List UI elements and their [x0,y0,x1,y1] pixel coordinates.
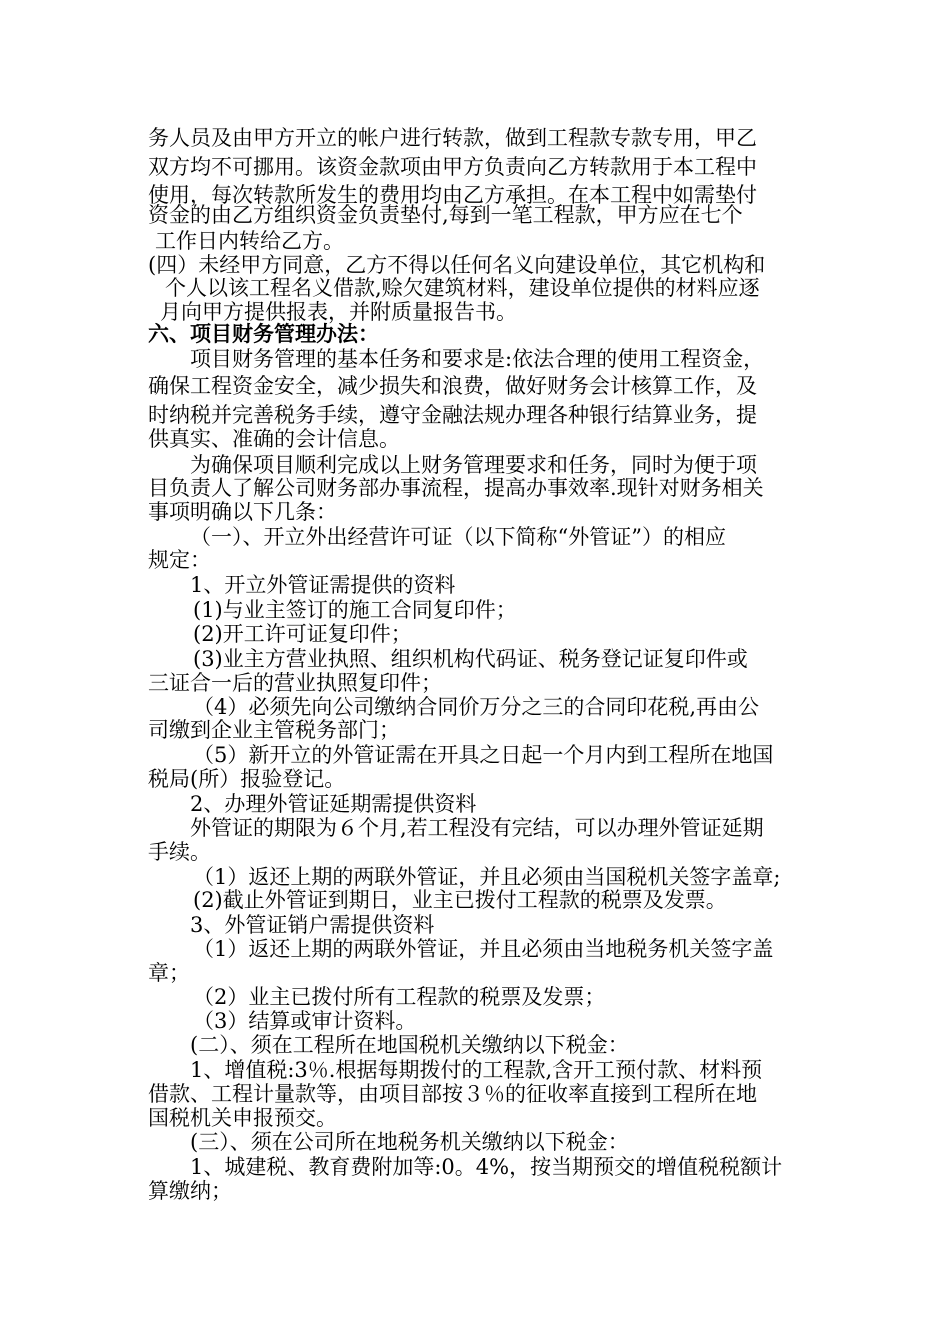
text-line: 时纳税并完善税务手续，遵守金融法规办理各种银行结算业务，提 [148,403,757,427]
text-line: 1、城建税、教育费附加等:0。4%，按当期预交的增值税税额计 [190,1155,783,1179]
text-line: （3）结算或审计资料。 [193,1009,417,1033]
text-line: 项目财务管理的基本任务和要求是:依法合理的使用工程资金， [190,347,765,371]
text-line: 算缴纳； [148,1179,232,1203]
text-line: 税局(所）报验登记。 [148,767,346,791]
text-line: (1)与业主签订的施工合同复印件； [193,598,517,622]
text-line: 资金的由乙方组织资金负责垫付,每到一笔工程款，甲方应在七个 [148,203,743,227]
text-line: 三证合一后的营业执照复印件； [148,671,442,695]
text-line: 借款、工程计量款等，由项目部按３％的征收率直接到工程所在地 [148,1082,757,1106]
text-line: (二）、须在工程所在地国税机关缴纳以下税金： [190,1033,629,1057]
text-line: 1、开立外管证需提供的资料 [190,573,456,597]
text-line: (2)截止外管证到期日，业主已拨付工程款的税票及发票。 [193,888,727,912]
text-line: 供真实、准确的会计信息。 [148,427,400,451]
text-line: 规定： [148,548,211,572]
text-line: 3、外管证销户需提供资料 [190,913,435,937]
text-line: 务人员及由甲方开立的帐户进行转款，做到工程款专款专用，甲乙 [148,126,757,150]
text-line: 手续。 [148,840,211,864]
text-line: 章； [148,961,190,985]
text-line: 月向甲方提供报表，并附质量报告书。 [160,300,517,324]
text-line: 2、办理外管证延期需提供资料 [190,792,477,816]
text-line: 1、增值税:3％.根据每期拨付的工程款,含开工预付款、材料预 [190,1058,763,1082]
text-line: 使用，每次转款所发生的费用均由乙方承担。在本工程中如需垫付 [148,183,757,207]
text-line: （1）返还上期的两联外管证，并且必须由当国税机关签字盖章; [193,865,781,889]
text-line: 双方均不可挪用。该资金款项由甲方负责向乙方转款用于本工程中 [148,155,757,179]
text-line: 司缴到企业主管税务部门； [148,718,400,742]
text-line: 个人以该工程名义借款,赊欠建筑材料，建设单位提供的材料应逐 [165,276,760,300]
text-line: 目负责人了解公司财务部办事流程，提高办事效率.现针对财务相关 [148,476,764,500]
text-line: (三）、须在公司所在地税务机关缴纳以下税金： [190,1130,629,1154]
text-line: (2)开工许可证复印件； [193,622,412,646]
text-line: 为确保项目顺利完成以上财务管理要求和任务，同时为便于项 [190,453,757,477]
section-heading: 六、项目财务管理办法： [148,321,379,346]
text-line: （1）返还上期的两联外管证，并且必须由当地税务机关签字盖 [193,937,774,961]
text-line: （5）新开立的外管证需在开具之日起一个月内到工程所在地国 [193,743,774,767]
text-line: (3)业主方营业执照、组织机构代码证、税务登记证复印件或 [193,647,748,671]
text-line: 外管证的期限为６个月,若工程没有完结，可以办理外管证延期 [190,816,764,840]
text-line: 确保工程资金安全，减少损失和浪费，做好财务会计核算工作，及 [148,374,757,398]
text-line: 国税机关申报预交。 [148,1106,337,1130]
text-line: (四）未经甲方同意，乙方不得以任何名义向建设单位，其它机构和 [148,253,766,277]
text-line: 工作日内转给乙方。 [155,229,344,253]
text-line: （2）业主已拨付所有工程款的税票及发票； [193,985,606,1009]
text-line: （一）、开立外出经营许可证（以下简称“外管证”）的相应 [190,525,726,549]
text-line: 事项明确以下几条： [148,500,337,524]
text-line: （4）必须先向公司缴纳合同价万分之三的合同印花税,再由公 [193,695,760,719]
